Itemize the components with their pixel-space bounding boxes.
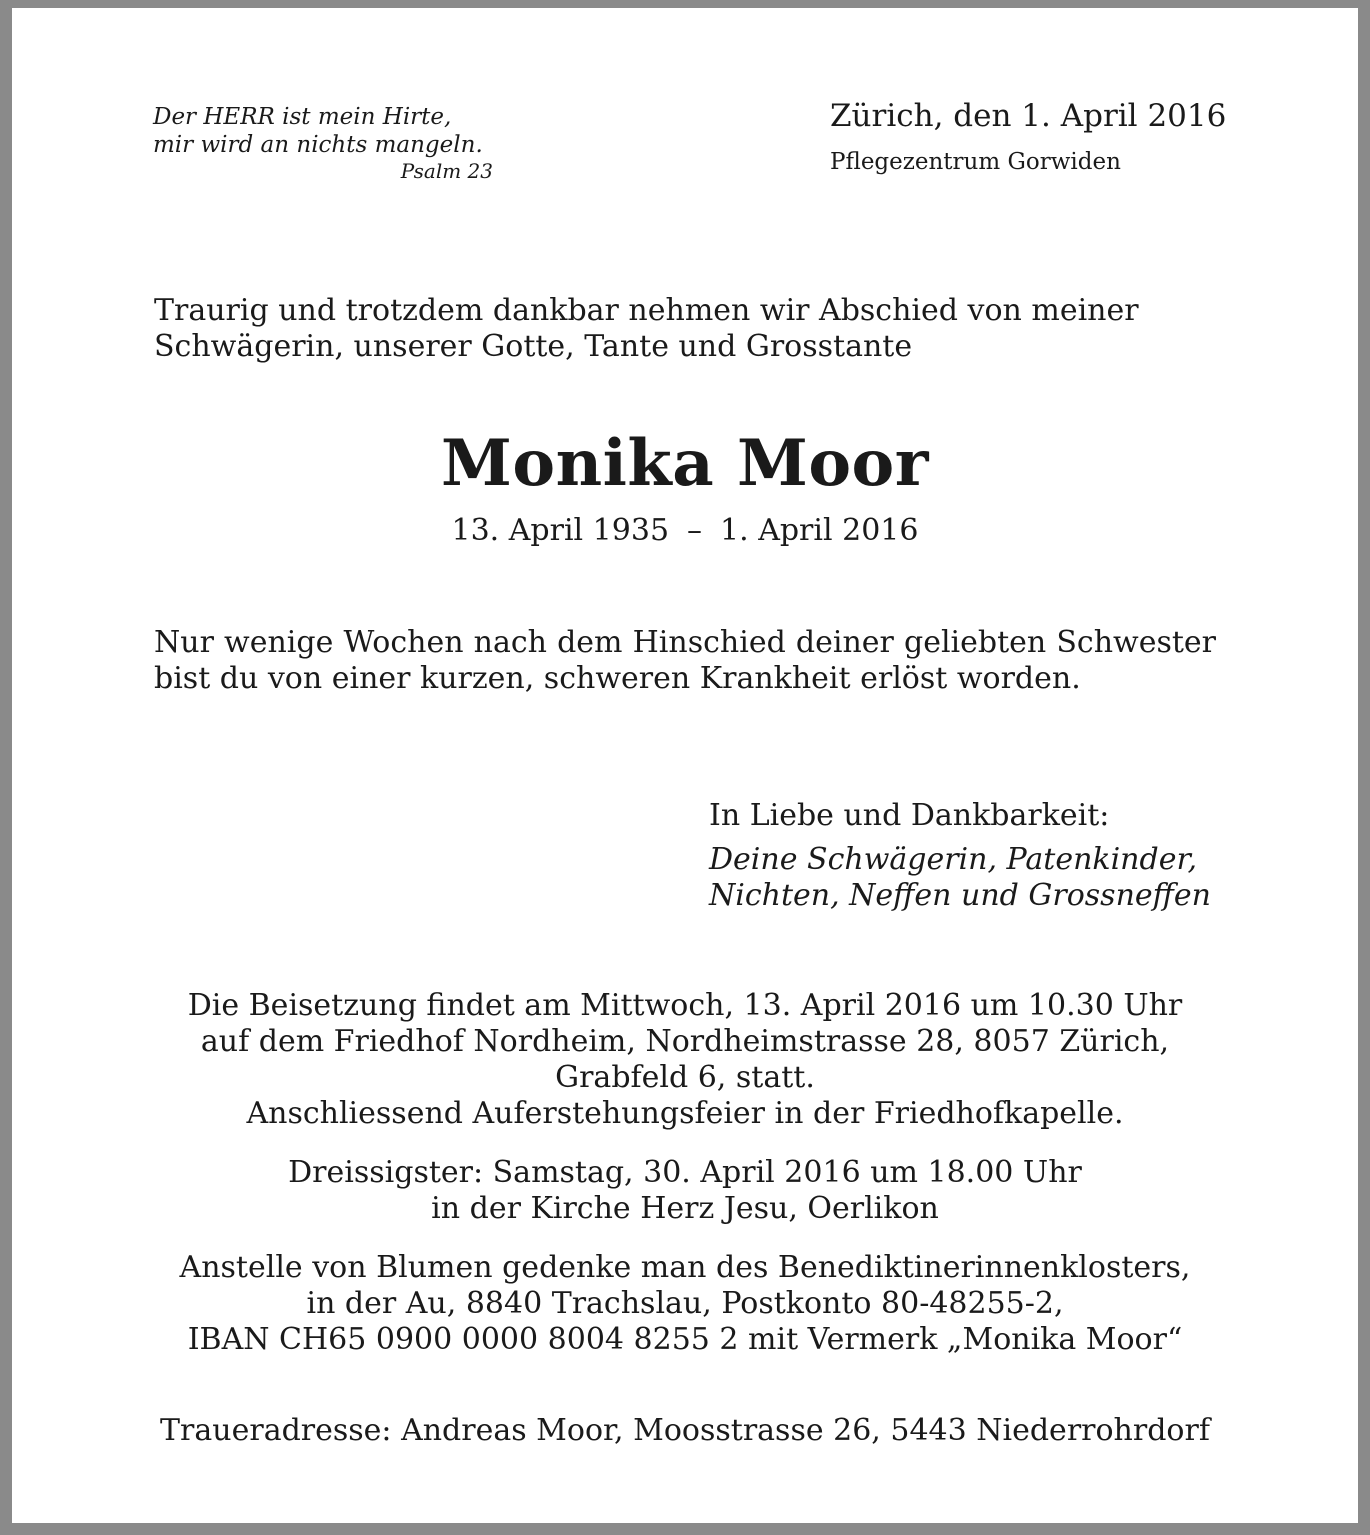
burial-notice (12, 988, 1358, 1132)
thirtieth-line: Dreissigster: Samstag, 30. April 2016 um 18.00 Uhr (288, 1155, 1082, 1190)
donation-line: in der Au, 8840 Trachslau, Postkonto 80-48255-2, (306, 1286, 1064, 1321)
deceased-name: Monika Moor (441, 426, 929, 501)
memorial-message: Nur wenige Wochen nach dem Hinschied deiner geliebten Schwester bist du von einer kurzen, schweren Krankheit erlöst worden. (154, 625, 1216, 696)
psalm-reference: Psalm 23 (400, 159, 493, 183)
family-line: Deine Schwägerin, Patenkinder, (709, 842, 1198, 877)
donation-line: Anstelle von Blumen gedenke man des Benediktinerinnenklosters, (179, 1250, 1191, 1285)
obituary-page (12, 8, 1358, 1523)
death-date: 1. April 2016 (720, 513, 919, 548)
burial-line: Anschliessend Auferstehungsfeier in der Friedhofkapelle. (246, 1096, 1124, 1131)
dateline: Zürich, den 1. April 2016 (830, 98, 1227, 134)
donation-notice (12, 1250, 1358, 1358)
donation-line: IBAN CH65 0900 0000 8004 8255 2 mit Vermerk „Monika Moor“ (187, 1322, 1183, 1357)
psalm-line: Der HERR ist mein Hirte, (153, 104, 452, 130)
signature-family (709, 842, 1229, 914)
burial-line: Grabfeld 6, statt. (555, 1060, 815, 1095)
thirtieth-line: in der Kirche Herz Jesu, Oerlikon (431, 1191, 939, 1226)
psalm-quote (153, 103, 493, 183)
psalm-line: mir wird an nichts mangeln. (153, 132, 483, 158)
intro-text: Traurig und trotzdem dankbar nehmen wir Abschied von meiner Schwägerin, unserer Gotte, Tante und Grosstante (154, 293, 1139, 364)
mourning-address: Traueradresse: Andreas Moor, Moosstrasse 26, 5443 Niederrohrdorf (160, 1413, 1210, 1448)
burial-line: Die Beisetzung findet am Mittwoch, 13. April 2016 um 10.30 Uhr (187, 988, 1183, 1023)
burial-line: auf dem Friedhof Nordheim, Nordheimstrasse 28, 8057 Zürich, (200, 1024, 1170, 1059)
signature-lead: In Liebe und Dankbarkeit: (709, 798, 1110, 833)
thirtieth-day-notice (12, 1155, 1358, 1227)
place-of-death: Pflegezentrum Gorwiden (830, 149, 1121, 175)
date-separator: – (687, 513, 703, 548)
birth-date: 13. April 1935 (451, 513, 670, 548)
life-dates (12, 513, 1358, 549)
family-line: Nichten, Neffen und Grossneffen (709, 878, 1211, 913)
